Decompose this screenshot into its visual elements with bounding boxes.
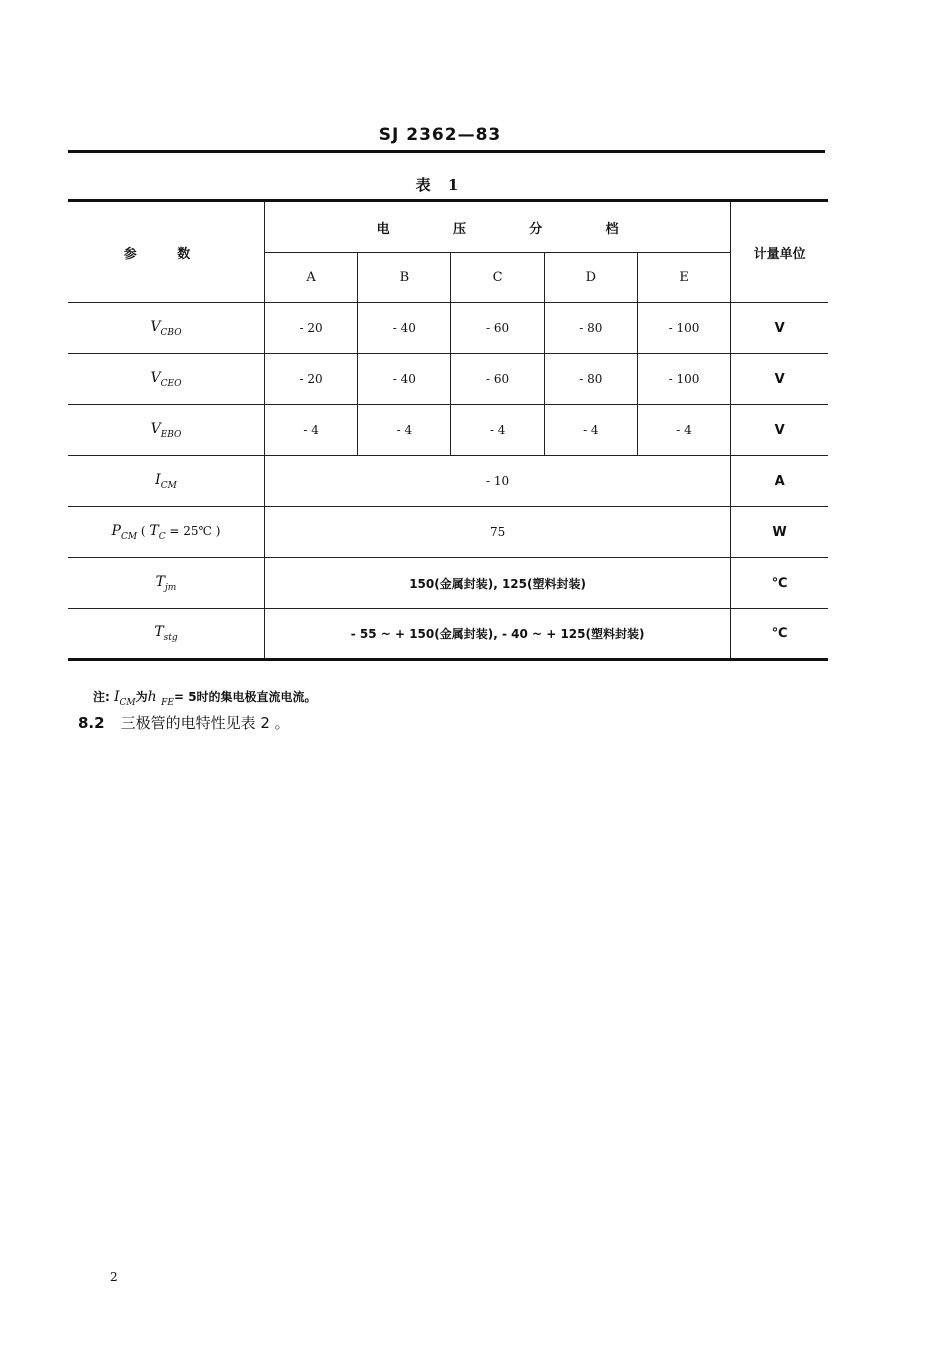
grade-e: E [637, 253, 730, 303]
value-cell: - 4 [544, 405, 637, 456]
table-row [68, 303, 828, 354]
value-cell: - 4 [358, 405, 451, 456]
unit-cell: W [731, 507, 828, 558]
value-cell: - 100 [637, 303, 730, 354]
param-symbol: $V_{CEO}$ [68, 354, 265, 405]
grade-d: D [544, 253, 637, 303]
value-cell: - 4 [637, 405, 730, 456]
param-symbol: $P_{CM}$ ( $T_C$ = 25℃ ) [68, 507, 265, 558]
value-cell: - 80 [544, 303, 637, 354]
table-note: 注: $I_{CM}$为h $_{FE}$= 5时的集电极直流电流。 [93, 689, 317, 708]
table-title: 表 1 [415, 176, 465, 194]
standard-code: SJ 2362—83 [378, 125, 502, 145]
param-symbol: $I_{CM}$ [68, 456, 265, 507]
unit-cell: V [731, 354, 828, 405]
clause-8-2: 8.2 三极管的电特性见表 2 。 [78, 714, 290, 732]
value-cell: - 40 [358, 354, 451, 405]
unit-cell: V [731, 405, 828, 456]
grade-b: B [358, 253, 451, 303]
param-symbol: $T_{jm}$ [68, 558, 265, 609]
value-cell: - 4 [451, 405, 544, 456]
value-cell: - 4 [265, 405, 358, 456]
table-row [68, 558, 828, 609]
table-row [68, 507, 828, 558]
value-cell: - 60 [451, 354, 544, 405]
unit-cell: ℃ [731, 609, 828, 660]
value-cell: - 20 [265, 354, 358, 405]
param-symbol: $T_{stg}$ [68, 609, 265, 660]
value-cell: - 60 [451, 303, 544, 354]
param-header: 参 数 [68, 201, 265, 303]
grade-c: C [451, 253, 544, 303]
table-row [68, 405, 828, 456]
unit-cell: A [731, 456, 828, 507]
param-symbol: $V_{CBO}$ [68, 303, 265, 354]
merged-value-cell: - 55 ~ + 150(金属封装), - 40 ~ + 125(塑料封装) [265, 609, 731, 660]
page-number: 2 [110, 1270, 118, 1284]
value-cell: - 100 [637, 354, 730, 405]
unit-cell: V [731, 303, 828, 354]
param-symbol: $V_{EBO}$ [68, 405, 265, 456]
table-row [68, 609, 828, 660]
voltage-grade-header: 电 压 分 档 [265, 201, 731, 253]
value-cell: - 40 [358, 303, 451, 354]
merged-value-cell: 150(金属封装), 125(塑料封装) [265, 558, 731, 609]
merged-value-cell: - 10 [265, 456, 731, 507]
table-row [68, 354, 828, 405]
spec-table [68, 199, 828, 661]
merged-value-cell: 75 [265, 507, 731, 558]
grade-a: A [265, 253, 358, 303]
value-cell: - 80 [544, 354, 637, 405]
table-row [68, 456, 828, 507]
value-cell: - 20 [265, 303, 358, 354]
unit-cell: ℃ [731, 558, 828, 609]
unit-header: 计量单位 [731, 201, 828, 303]
header-rule [68, 150, 825, 153]
